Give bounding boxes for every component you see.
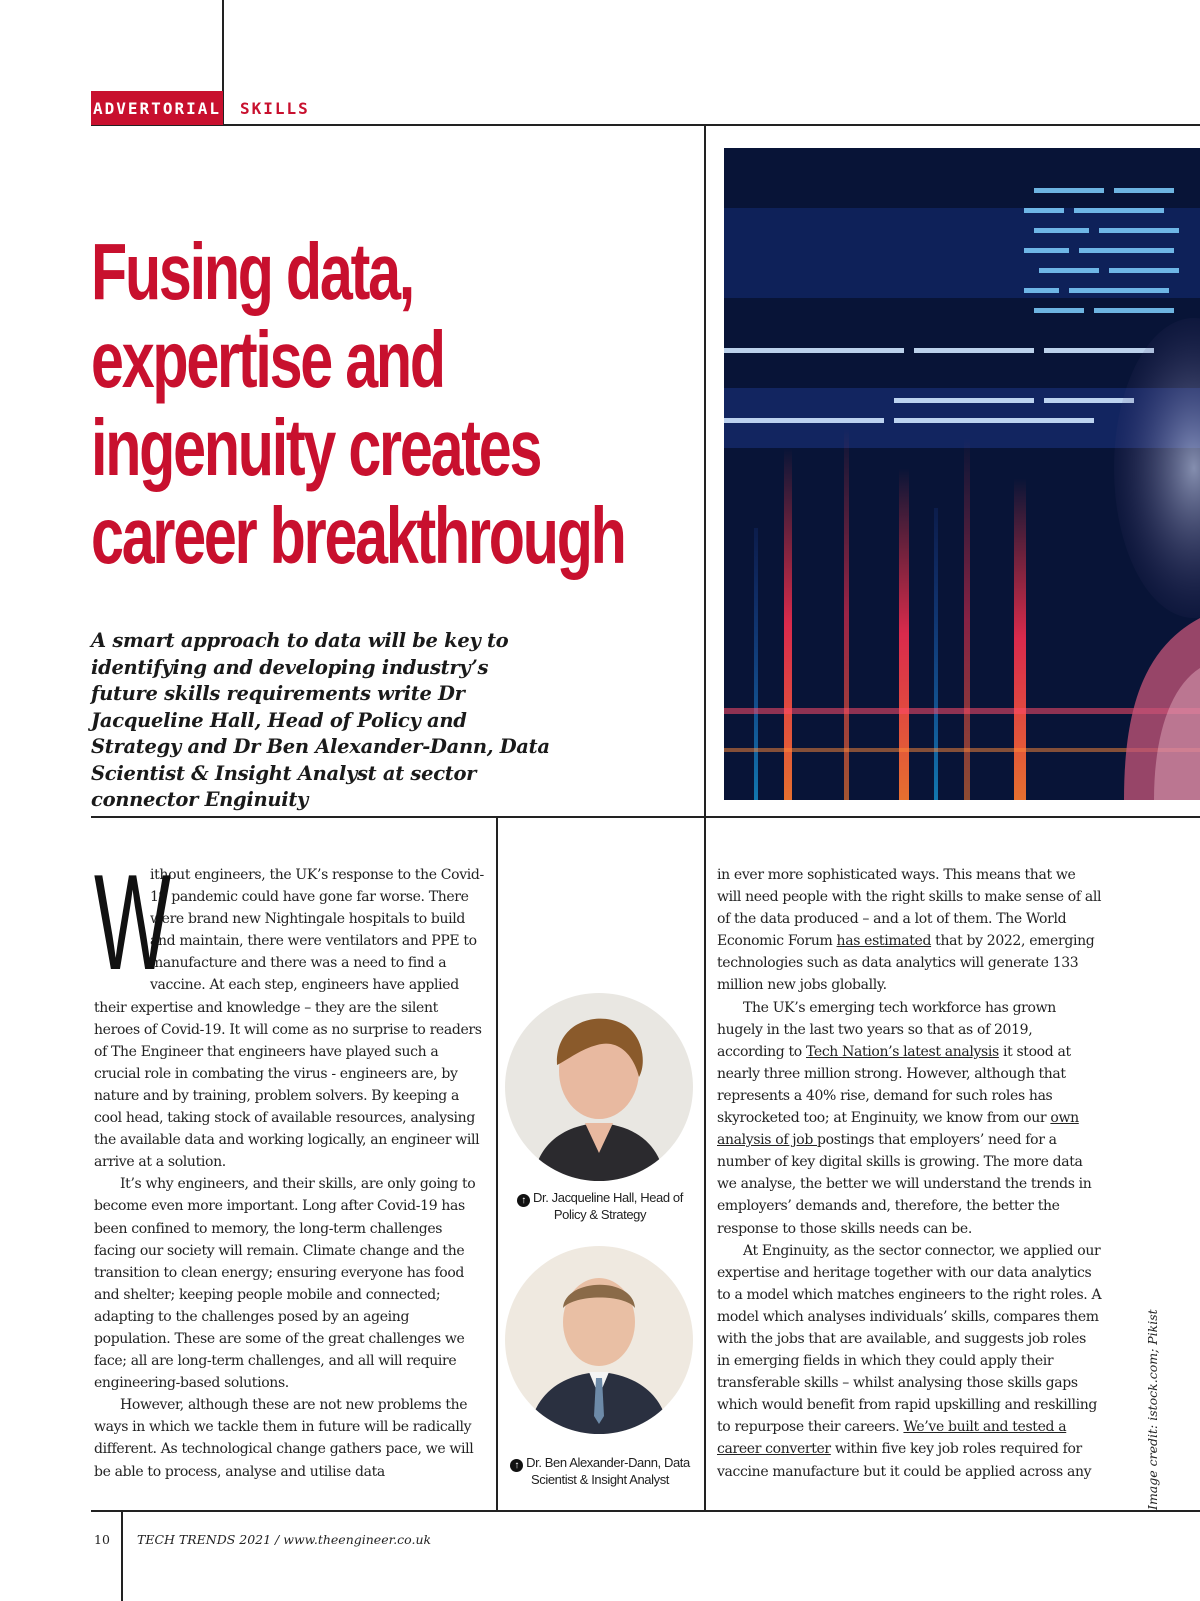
paragraph: The UK’s emerging tech workforce has grown hugely in the last two years so that as of 2019, according to Tech Nation’s latest analysis it stood at nearly three million strong. However, although that represents a 40% rise, demand for such roles has skyrocketed too; at Enginuity, we know from our own analysis of job postings that employers’ need for a number of key digital skills is growing. The more data we analyse, the better we will understand the trends in employers’ demands and, therefore, the better the response to those skills needs can be. — [717, 999, 1092, 1237]
portrait-jacqueline-hall — [505, 993, 693, 1181]
header-rule — [91, 124, 1200, 126]
headline-line-1: Fusing data, — [91, 227, 414, 316]
paragraph: It’s why engineers, and their skills, are only going to become even more important. Long after Covid-19 has been confined to memory, the long-term challenges facing our society will remain. Climate change and the transition to clean energy; ensuring everyone has food and shelter; keeping people mobile and connected; adapting to the challenges posed by an ageing population. These are some of the great challenges we face; all are long-term challenges, and all will require engineering-based solutions. — [94, 1176, 476, 1392]
drop-cap: W — [94, 846, 171, 998]
image-credit: Image credit: istock.com; Pikist — [1145, 1309, 1160, 1510]
link-tech-nation-analysis[interactable]: Tech Nation’s latest analysis — [805, 1043, 999, 1060]
hero-divider-rule — [704, 125, 706, 1510]
headline-line-2: expertise and — [91, 315, 444, 404]
paragraph: At Enginuity, as the sector connector, we applied our expertise and heritage together with our data analytics to a model which matches engineers to the right roles. A model which analyses individuals’ skills, compares them with the jobs that are available, and suggests job roles in emerging fields in which they could apply their transferable skills – whilst analysing those skills gaps which would benefit from rapid upskilling and reskilling to repurpose their careers. We’ve built and tested a career converter within five key job roles required for vaccine manufacture but it could be applied across any — [717, 1242, 1102, 1480]
paragraph: in ever more sophisticated ways. This means that we will need people with the right skills to make sense of all of the data produced – and a lot of them. The World Economic Forum has estimated that by 2022, emerging technologies such as data analytics will generate 133 million new jobs globally. — [717, 867, 1102, 994]
hero-code-graphic — [724, 148, 1200, 800]
section-tag: ADVERTORIAL — [91, 91, 223, 125]
body-column-1 — [94, 846, 484, 1483]
caption-jacqueline-hall: ↑ Dr. Jacqueline Hall, Head of Policy & Strategy — [500, 1190, 700, 1224]
link-career-converter[interactable]: We’ve built and tested a career converter — [717, 1419, 1067, 1458]
portrait-ben-alexander-dann — [505, 1246, 693, 1434]
caption-ben-alexander-dann: ↑ Dr. Ben Alexander-Dann, Data Scientist & Insight Analyst — [500, 1455, 700, 1489]
paragraph: However, although these are not new problems the ways in which we tackle them in future will be radically different. As technological change gathers pace, we will be able to process, analyse and utilise data — [94, 1397, 474, 1480]
headline — [91, 227, 625, 580]
link-has-estimated[interactable]: has estimated — [836, 933, 932, 950]
publication-footer: TECH TRENDS 2021 / www.theengineer.co.uk — [137, 1532, 432, 1547]
page-number: 10 — [94, 1532, 110, 1547]
headline-line-4: career breakthrough — [91, 491, 625, 580]
body-column-2 — [717, 864, 1102, 1483]
standfirst: A smart approach to data will be key to identifying and developing industry’s future skills requirements write Dr Jacqueline Hall, Head of Policy and Strategy and Dr Ben Alexander-Dann, Data Scientist & Insight Analyst at sector connector Enginuity — [91, 629, 550, 811]
headline-line-3: ingenuity creates — [91, 403, 541, 492]
section-name: SKILLS — [240, 99, 310, 118]
footer-rule — [91, 1510, 1200, 1512]
hero-image — [724, 148, 1200, 800]
portrait-column-rule — [496, 817, 498, 1510]
footer-left-rule — [121, 1510, 123, 1601]
standfirst-rule — [91, 816, 1200, 818]
arrow-up-circle-icon: ↑ — [510, 1459, 523, 1472]
arrow-up-circle-icon: ↑ — [517, 1194, 530, 1207]
paragraph: W ithout engineers, the UK’s response to the Covid-19 pandemic could have gone far worse. There were brand new Nightingale hospitals to build and maintain, there were ventilators and PPE to manufacture and there was a need to find a vaccine. At each step, engineers have applied their expertise and knowledge – they are the silent heroes of Covid-19. It will come as no surprise to readers of The Engineer that engineers have played such a crucial role in combating the virus - engineers are, by nature and by training, problem solvers. By keeping a cool head, taking stock of available resources, analysing the available data and working logically, an engineer will arrive at a solution. — [94, 846, 484, 1171]
link-own-analysis[interactable]: own analysis of job — [717, 1110, 1079, 1149]
